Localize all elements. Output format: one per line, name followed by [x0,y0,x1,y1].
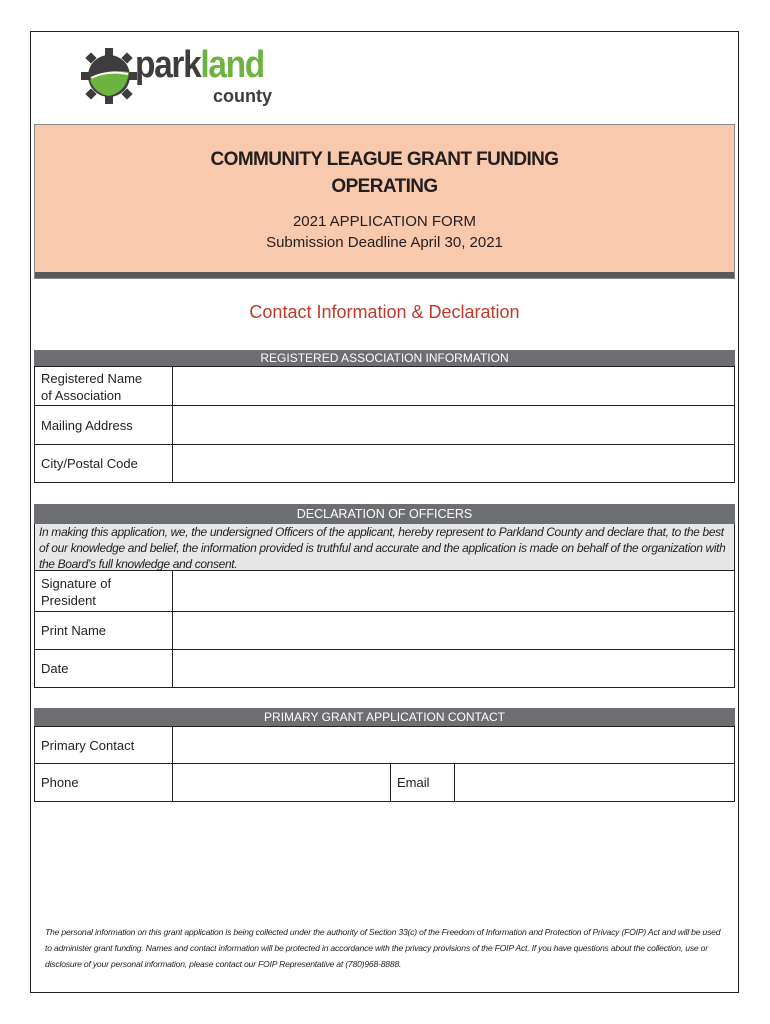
primary-contact-row [34,726,735,764]
mailing-address-input[interactable] [172,406,734,444]
print-name-label: Print Name [41,623,107,638]
form-title-line2: OPERATING [331,176,438,197]
primary-contact-input[interactable] [172,727,734,763]
signature-label: Signature of President [41,576,112,608]
city-postal-input[interactable] [172,445,734,482]
signature-row [34,570,735,612]
form-title-line1: COMMUNITY LEAGUE GRANT FUNDING [210,149,559,170]
section-title: Contact Information & Declaration [249,302,520,322]
date-input[interactable] [172,650,734,687]
declaration-text: In making this application, we, the undersigned Officers of the applicant, hereby represent to Parkland County and declare that, to the best of our knowledge and belief, the information provided is truthful and accurate and the application is made on behalf of the organization with the Board’s full knowledge and consent. [34,524,735,570]
registered-name-input[interactable] [172,367,734,405]
privacy-notice: The personal information on this grant application is being collected under the authority of Section 33(c) of the Freedom of Information and Protection of Privacy (FOIP) Act and will be used to administer grant funding. Names and contact information will be protected in accordance with the privacy provisions of the FOIP Act. If you have questions about the collection, use or disclosure of your personal information, please contact our FOIP Representative at (780)968-8888. [45,927,721,969]
registered-name-row [34,366,735,406]
declaration-header: DECLARATION OF OFFICERS [34,504,735,524]
date-row [34,650,735,688]
registered-name-label: Registered Name of Association [41,371,143,403]
form-name: 2021 APPLICATION FORM [292,213,477,230]
signature-input[interactable] [172,571,734,611]
date-label: Date [41,661,69,676]
parkland-county-logo [81,46,291,110]
form-page [30,31,739,993]
primary-contact-header: PRIMARY GRANT APPLICATION CONTACT [34,708,735,726]
title-banner [34,124,735,279]
phone-input[interactable] [172,764,391,801]
mailing-address-row [34,406,735,445]
submission-deadline: Submission Deadline April 30, 2021 [266,234,503,251]
registered-association-header: REGISTERED ASSOCIATION INFORMATION [34,350,735,366]
gear-leaf-icon [81,48,137,104]
primary-contact-label: Primary Contact [41,738,135,753]
mailing-address-label: Mailing Address [41,418,133,433]
print-name-row [34,612,735,650]
print-name-input[interactable] [172,612,734,649]
phone-email-row [34,764,735,802]
city-postal-label: City/Postal Code [41,456,138,471]
email-input[interactable] [454,764,734,801]
logo-county: county [213,86,273,106]
phone-label: Phone [41,775,79,790]
logo-wordmark: parkland [135,44,264,86]
city-postal-row [34,445,735,483]
banner-shadow [35,272,734,278]
email-label: Email [397,775,430,790]
